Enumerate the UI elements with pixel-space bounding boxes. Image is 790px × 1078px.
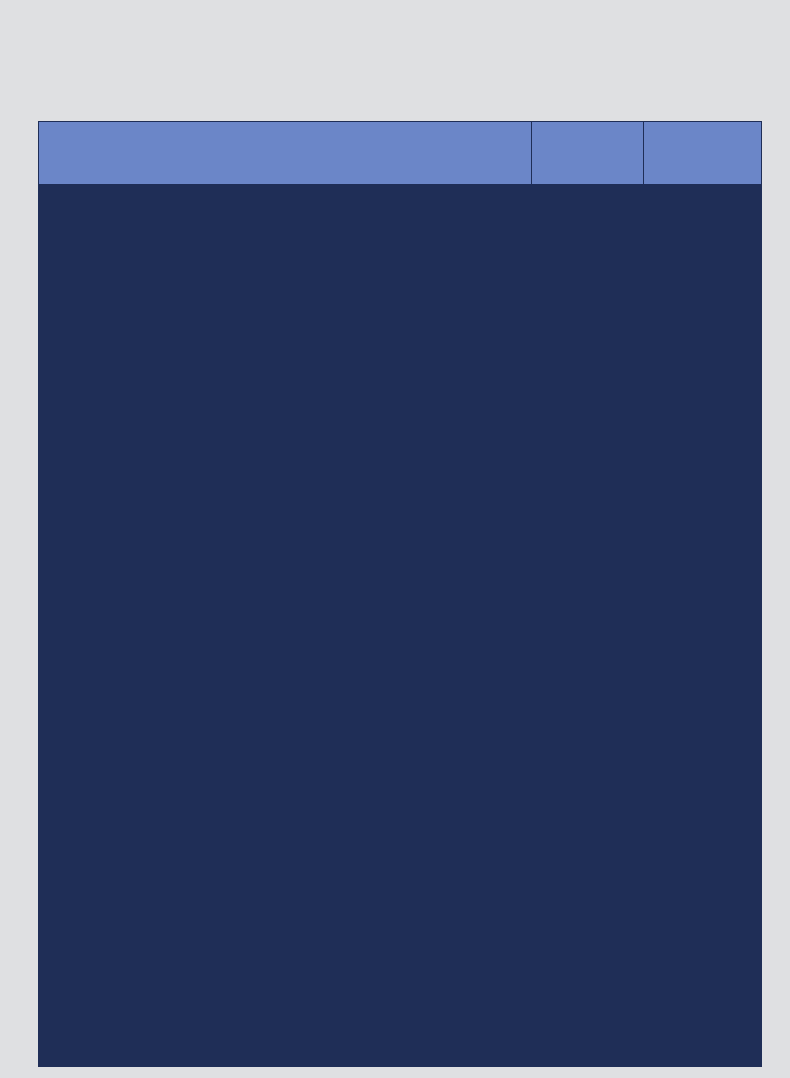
- time-header: [643, 122, 762, 184]
- procedure-header: [39, 122, 531, 184]
- dose-table: [38, 121, 762, 1067]
- table-header: [39, 122, 761, 185]
- dose-header: [531, 122, 644, 184]
